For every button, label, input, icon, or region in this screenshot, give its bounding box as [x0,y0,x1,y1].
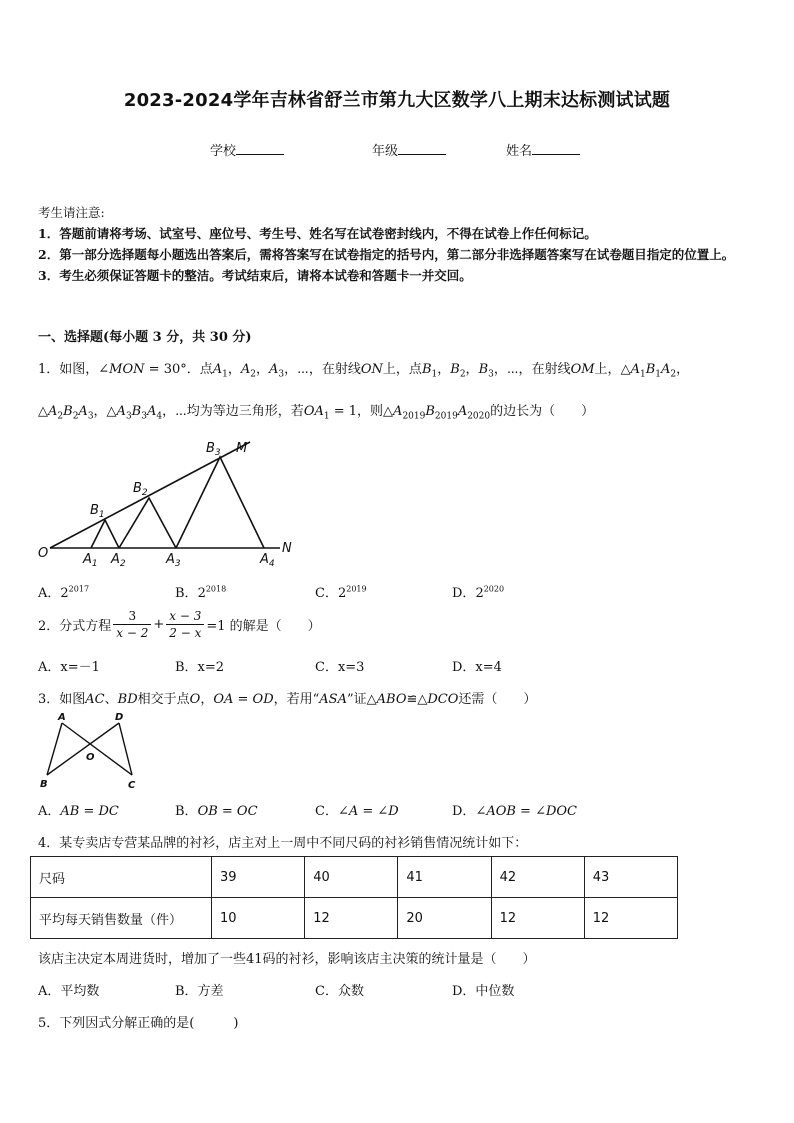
table-row [31,898,678,939]
table-cell: 12 [584,898,677,939]
q2-option-b[interactable]: B．x=2 [175,660,225,675]
q4-option-d[interactable]: D．中位数 [452,984,515,999]
exam-notice [38,202,763,286]
table-cell: 43 [584,857,677,898]
table-cell: 41 [398,857,491,898]
triangle-2 [119,498,176,548]
question-1-figure [30,436,310,572]
q2-option-a[interactable]: A．x=－1 [38,660,100,675]
name-field[interactable]: 姓名 [506,140,580,159]
table-cell: 40 [305,857,398,898]
fraction-2: $\frac{x - 3}{2 - x}$ [166,608,204,641]
school-field[interactable]: 学校 [210,140,284,159]
section-heading: 一、选择题(每小题 3 分，共 30 分) [38,330,252,345]
question-3-figure [36,710,146,794]
notice-item-1: 1．答题前请将考场、试室号、座位号、考生号、姓名写在试卷密封线内，不得在试卷上作任何标记。 [38,226,597,241]
sales-table [30,856,678,939]
question-2: 2．分式方程 $\frac{3}{x - 2}$ + $\frac{x - 3}{2 - x}$ =1 的解是（ ） [38,609,321,640]
notice-item-3: 3．考生必须保证答题卡的整洁。考试结束后，请将本试卷和答题卡一并交回。 [38,268,472,283]
q2-option-c[interactable]: C．x=3 [315,660,365,675]
label-d: D [115,712,124,723]
table-row [31,857,678,898]
question-1-line-1: 1．如图，∠MON = 30°．点$A_1$，$A_2$，$A_3$，⋯，在射线ON上，点$B_1$，$B_2$，$B_3$，⋯，在射线OM上，$\triangle A_1B_1A_2$， [38,362,690,380]
q3-option-b[interactable]: B．OB = OC [175,804,258,819]
label-o: O [38,546,49,561]
q1-option-c[interactable]: C．$2^{2019}$ [315,584,367,601]
label-c: C [128,780,136,791]
segment-ab [47,723,62,775]
label-b: B [40,779,48,790]
table-cell: 10 [212,898,305,939]
grade-field[interactable]: 年级 [372,140,446,159]
q1-option-d[interactable]: D．$2^{2020}$ [452,584,505,601]
segment-bd [47,723,119,775]
label-b1: $B_1$ [90,503,105,520]
q4-option-a[interactable]: A．平均数 [38,984,100,999]
table-cell: 39 [212,857,305,898]
table-cell: 平均每天销售数量（件） [31,898,212,939]
table-cell: 42 [491,857,584,898]
label-a2: $A_2$ [111,552,126,569]
label-m: M [236,441,248,456]
q3-option-c[interactable]: C．∠A = ∠D [315,804,399,819]
question-3: 3．如图AC、BD相交于点O，OA = OD，若用“ASA”证△ABO≌△DCO还需（ ） [38,692,537,707]
label-b3: $B_3$ [206,441,221,458]
fraction-1: $\frac{3}{x - 2}$ [113,608,151,641]
label-o3: O [86,752,95,763]
q1-option-b[interactable]: B．$2^{2018}$ [175,584,227,601]
label-a1: $A_1$ [83,552,98,569]
q3-option-a[interactable]: A．AB = DC [38,804,119,819]
label-a: A [58,712,66,723]
question-4-followup: 该店主决定本周进货时，增加了一些41码的衬衫，影响该店主决策的统计量是（ ） [38,952,536,967]
triangle-3 [176,457,264,548]
table-cell: 12 [305,898,398,939]
question-4: 4．某专卖店专营某品牌的衬衫，店主对上一周中不同尺码的衬衫销售情况统计如下： [38,836,528,851]
label-a4: $A_4$ [260,552,275,569]
label-n: N [282,541,292,556]
q1-option-a[interactable]: A．$2^{2017}$ [38,584,90,601]
table-cell: 12 [491,898,584,939]
q3-option-d[interactable]: D．∠AOB = ∠DOC [452,804,578,819]
notice-item-2: 2．第一部分选择题每小题选出答案后，需将答案写在试卷指定的括号内，第二部分非选择题答案写在试卷题目指定的位置上。 [38,247,735,262]
q4-option-c[interactable]: C．众数 [315,984,364,999]
page-title: 2023-2024学年吉林省舒兰市第九大区数学八上期末达标测试试题 [123,90,671,111]
table-cell: 尺码 [31,857,212,898]
q2-option-d[interactable]: D．x=4 [452,660,502,675]
question-1-line-2: $\triangle A_2B_2A_3$，$\triangle A_3B_3A_4$，⋯均为等边三角形，若$OA_1 = 1$，则$\triangle A_{2019}B_{2019}A_{2020}$的边长为（ ） [38,404,595,422]
question-5: 5．下列因式分解正确的是( ) [38,1016,239,1031]
q4-option-b[interactable]: B．方差 [175,984,224,999]
table-cell: 20 [398,898,491,939]
notice-heading: 考生请注意: [38,205,105,220]
label-b2: $B_2$ [133,481,148,498]
label-a3: $A_3$ [166,552,181,569]
